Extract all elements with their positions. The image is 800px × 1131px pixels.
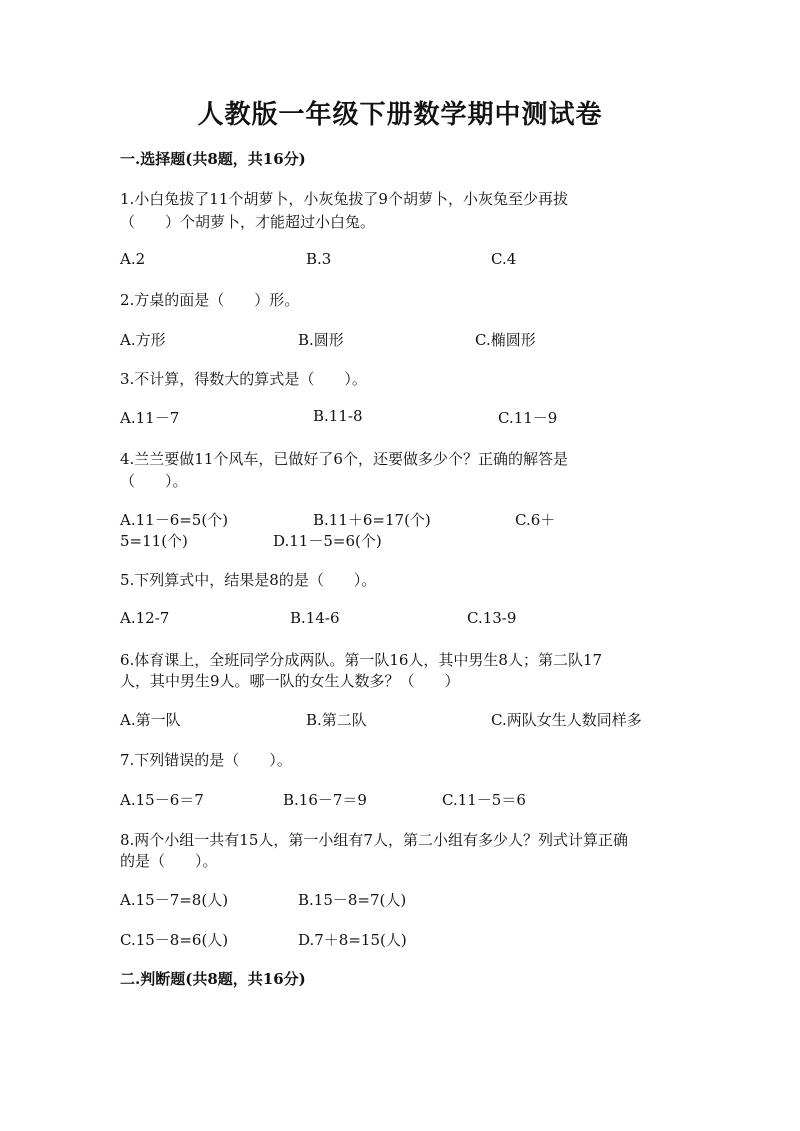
question-4-line-2: （ ）。: [120, 472, 188, 490]
question-4-option-b: B.11＋6=17(个): [313, 511, 431, 529]
question-2-option-a: A.方形: [120, 331, 166, 349]
question-3-option-c: C.11－9: [498, 409, 558, 427]
question-1-option-a: A.2: [120, 250, 146, 268]
question-1-option-c: C.4: [491, 250, 517, 268]
question-3-option-b: B.11-8: [313, 407, 363, 425]
question-4-line-1: 4.兰兰要做11个风车，已做好了6个，还要做多少个？正确的解答是: [120, 450, 568, 468]
page-title: 人教版一年级下册数学期中测试卷: [197, 100, 603, 130]
question-5-option-c: C.13-9: [467, 609, 517, 627]
question-4-option-a: A.11－6=5(个): [120, 511, 229, 529]
question-8-option-b: B.15－8=7(人): [298, 891, 407, 909]
question-7-option-a: A.15－6＝7: [120, 791, 204, 809]
question-6-option-a: A.第一队: [120, 711, 181, 729]
question-6-line-2: 人，其中男生9人。哪一队的女生人数多？（ ）: [120, 672, 460, 690]
question-4-option-c: C.6＋: [515, 511, 556, 529]
question-8-option-d: D.7＋8=15(人): [298, 931, 407, 949]
question-6-option-b: B.第二队: [306, 711, 367, 729]
question-3-line-1: 3.不计算，得数大的算式是（ ）。: [120, 370, 367, 388]
question-5-option-b: B.14-6: [290, 609, 340, 627]
question-3-option-a: A.11－7: [120, 409, 180, 427]
question-8-option-c: C.15－8=6(人): [120, 931, 229, 949]
question-2-line-1: 2.方桌的面是（ ）形。: [120, 291, 300, 309]
question-5-line-1: 5.下列算式中，结果是8的是（ ）。: [120, 571, 377, 589]
question-8-line-1: 8.两个小组一共有15人，第一小组有7人，第二小组有多少人？列式计算正确: [120, 831, 628, 849]
question-2-option-c: C.椭圆形: [475, 331, 536, 349]
section-heading-true-false: 二.判断题(共8题，共16分): [120, 970, 306, 988]
question-8-option-a: A.15－7=8(人): [120, 891, 229, 909]
question-4-option-d: D.11－5=6(个): [273, 532, 382, 550]
question-1-option-b: B.3: [306, 250, 332, 268]
question-7-line-1: 7.下列错误的是（ ）。: [120, 751, 292, 769]
section-heading-multiple-choice: 一.选择题(共8题，共16分): [120, 150, 306, 168]
question-6-option-c: C.两队女生人数同样多: [491, 711, 642, 729]
question-6-line-1: 6.体育课上，全班同学分成两队。第一队16人，其中男生8人；第二队17: [120, 651, 603, 669]
question-1-line-1: 1.小白兔拔了11个胡萝卜，小灰兔拔了9个胡萝卜，小灰兔至少再拔: [120, 190, 568, 208]
question-1-line-2: （ ）个胡萝卜，才能超过小白兔。: [120, 213, 376, 231]
question-8-line-2: 的是（ ）。: [120, 852, 218, 870]
question-4-option-c-continued: 5=11(个): [120, 532, 188, 550]
question-7-option-c: C.11－5＝6: [442, 791, 526, 809]
question-5-option-a: A.12-7: [120, 609, 170, 627]
question-2-option-b: B.圆形: [298, 331, 344, 349]
question-7-option-b: B.16－7＝9: [283, 791, 367, 809]
